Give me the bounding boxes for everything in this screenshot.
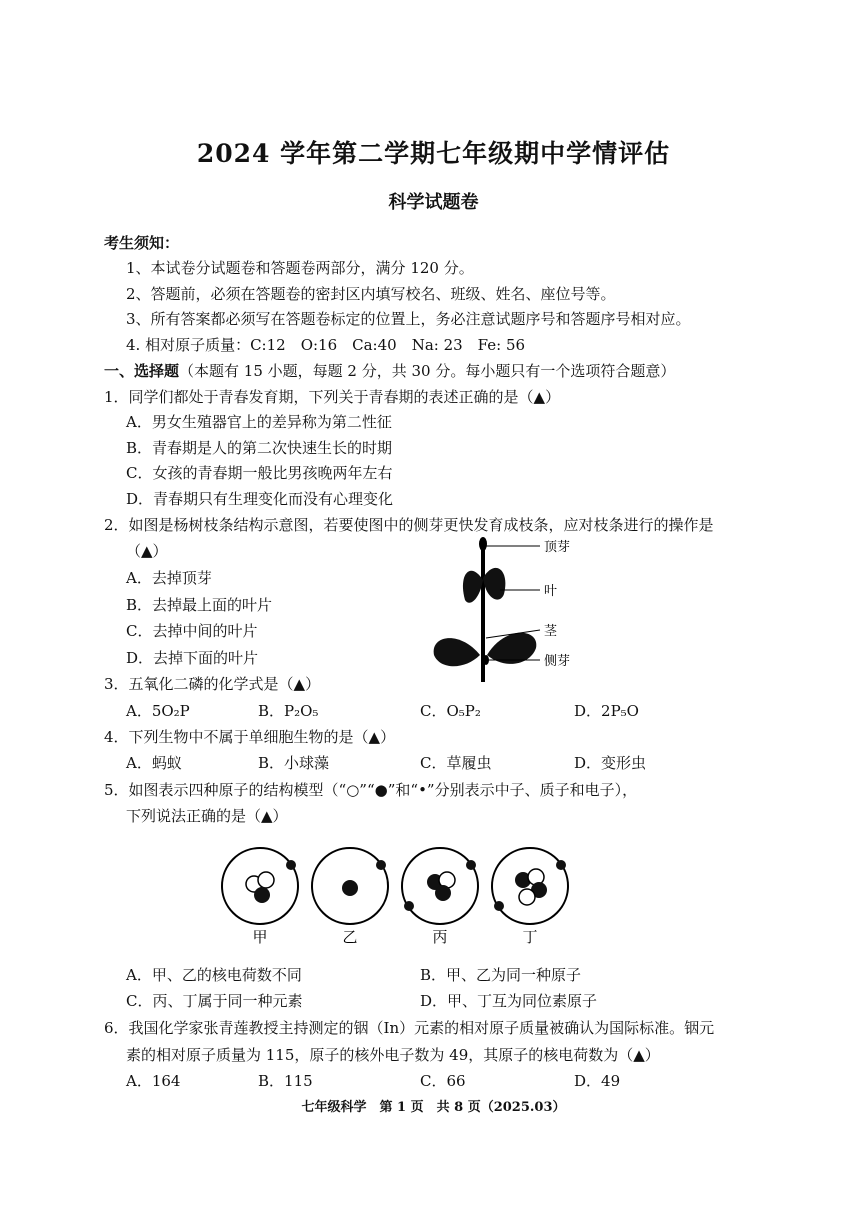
q1-option-b: B．青春期是人的第二次快速生长的时期: [126, 439, 393, 457]
notice-heading: 考生须知：: [104, 234, 180, 252]
q6-option-b: B．115: [258, 1072, 313, 1090]
q5-option-c: C．丙、丁属于同一种元素: [126, 992, 303, 1010]
atom-jia: [222, 848, 298, 924]
atom-ding: [492, 848, 568, 924]
q2-option-c: C．去掉中间的叶片: [126, 622, 258, 640]
atom-label-bing: 丙: [432, 928, 448, 946]
label-leaf: 叶: [544, 584, 558, 599]
leaf-shape: [483, 568, 505, 600]
q4-option-b: B．小球藻: [258, 754, 330, 772]
page-footer: 七年级科学 第 1 页 共 8 页（2025.03）: [301, 1100, 566, 1115]
question-5-stem-cont: 下列说法正确的是（▲）: [126, 807, 288, 825]
question-6-stem-cont: 素的相对原子质量为 115，原子的核外电子数为 49，其原子的核电荷数为（▲）: [126, 1046, 660, 1064]
q6-option-c: C．66: [420, 1072, 466, 1090]
top-bud-shape: [479, 537, 487, 551]
notice-item: 4. 相对原子质量：C:12 O:16 Ca:40 Na: 23 Fe: 56: [126, 336, 526, 354]
page-title: 2024 学年第二学期七年级期中学情评估: [196, 139, 671, 168]
page-subtitle: 科学试题卷: [388, 192, 479, 213]
q2-option-d: D．去掉下面的叶片: [126, 649, 259, 667]
atom-label-jia: 甲: [252, 928, 268, 946]
q3-option-a: A．5O₂P: [126, 702, 190, 720]
notice-item: 2、答题前，必须在答题卷的密封区内填写校名、班级、姓名、座位号等。: [126, 285, 616, 303]
q5-option-d: D．甲、丁互为同位素原子: [420, 992, 598, 1010]
label-stem: 茎: [544, 624, 558, 639]
q4-option-a: A．蚂蚁: [126, 754, 182, 772]
section-title: 一、选择题: [104, 362, 180, 380]
notice-item: 1、本试卷分试题卷和答题卷两部分，满分 120 分。: [126, 259, 474, 277]
q1-option-d: D．青春期只有生理变化而没有心理变化: [126, 490, 394, 508]
notice-item: 3、所有答案都必须写在答题卷标定的位置上，务必注意试题序号和答题序号相对应。: [126, 310, 691, 328]
section-description: （本题有 15 小题，每题 2 分，共 30 分。每小题只有一个选项符合题意）: [179, 362, 676, 380]
q3-option-c: C．O₅P₂: [420, 702, 481, 720]
atom-yi: [312, 848, 388, 924]
poplar-branch-diagram: [420, 530, 610, 690]
q4-option-d: D．变形虫: [574, 754, 647, 772]
question-6-stem: 6．我国化学家张青莲教授主持测定的铟（In）元素的相对原子质量被确认为国际标准。铟元: [104, 1019, 715, 1037]
atom-models-diagram: [210, 846, 590, 950]
section-heading: [104, 360, 675, 381]
question-2-stem: 2．如图是杨树枝条结构示意图，若要使图中的侧芽更快发育成枝条，应对枝条进行的操作是: [104, 516, 714, 534]
q1-option-c: C．女孩的青春期一般比男孩晚两年左右: [126, 464, 393, 482]
q4-option-c: C．草履虫: [420, 754, 492, 772]
label-top-bud: 顶芽: [544, 540, 571, 555]
question-1-stem: 1．同学们都处于青春发育期，下列关于青春期的表述正确的是（▲）: [104, 388, 561, 406]
question-5-stem: 5．如图表示四种原子的结构模型（“○”“●”和“•”分别表示中子、质子和电子），: [104, 781, 638, 799]
q5-option-a: A．甲、乙的核电荷数不同: [126, 966, 302, 984]
q2-option-a: A．去掉顶芽: [126, 569, 212, 587]
atom-bing: [402, 848, 478, 924]
atom-label-ding: 丁: [522, 928, 538, 946]
label-lateral-bud: 侧芽: [544, 654, 571, 669]
question-2-stem-cont: （▲）: [126, 542, 168, 560]
q6-option-a: A．164: [126, 1072, 181, 1090]
q3-option-b: B．P₂O₅: [258, 702, 319, 720]
q3-option-d: D．2P₅O: [574, 702, 639, 720]
q1-option-a: A．男女生殖器官上的差异称为第二性征: [126, 413, 392, 431]
q2-option-b: B．去掉最上面的叶片: [126, 596, 273, 614]
leaf-shape: [434, 638, 480, 666]
question-4-stem: 4．下列生物中不属于单细胞生物的是（▲）: [104, 728, 396, 746]
atom-label-yi: 乙: [342, 928, 358, 946]
q6-option-d: D．49: [574, 1072, 621, 1090]
leaf-shape: [463, 571, 483, 603]
leaf-shape: [487, 633, 536, 664]
q5-option-b: B．甲、乙为同一种原子: [420, 966, 582, 984]
question-3-stem: 3．五氧化二磷的化学式是（▲）: [104, 675, 321, 693]
